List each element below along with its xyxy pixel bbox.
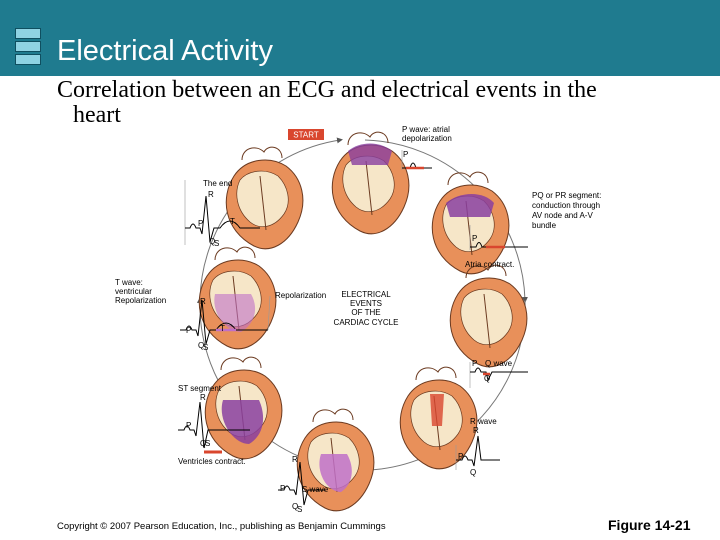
ecg-letter-q-t: Q bbox=[198, 341, 205, 350]
label-repolarization: Repolarization bbox=[275, 291, 327, 300]
figure-number: Figure 14-21 bbox=[608, 517, 691, 533]
ecg-letter-t-end: T bbox=[230, 217, 235, 226]
ecg-letter-r-st: R bbox=[200, 393, 206, 402]
ecg-letter-r-r: R bbox=[473, 426, 479, 435]
ecg-letter-p-t: P bbox=[186, 326, 192, 335]
label-pq-2: conduction through bbox=[532, 201, 601, 210]
label-t-wave-2: ventricular bbox=[115, 287, 152, 296]
label-s-wave: S wave bbox=[302, 485, 329, 494]
heart-p-wave bbox=[332, 132, 409, 234]
label-t-wave-1: T wave: bbox=[115, 278, 143, 287]
ecg-letter-r-s: R bbox=[292, 455, 298, 464]
label-p-wave-1: P wave: atrial bbox=[402, 125, 450, 134]
ecg-letter-s-t: S bbox=[203, 343, 209, 352]
start-badge-label: START bbox=[293, 130, 319, 140]
ecg-letter-p-st: P bbox=[186, 421, 192, 430]
heart-ventricles-contract bbox=[205, 357, 282, 459]
heart-the-end bbox=[226, 147, 303, 249]
heart-atria-contract bbox=[432, 172, 509, 274]
ecg-letter-s-s: S bbox=[297, 505, 303, 514]
ecg-letter-p-end: P bbox=[198, 219, 204, 228]
ecg-letter-p-r: P bbox=[458, 452, 464, 461]
ecg-letter-q-s: Q bbox=[292, 502, 299, 511]
ecg-letter-q-st: Q bbox=[200, 439, 207, 448]
ecg-letter-q-q: Q bbox=[484, 374, 491, 383]
label-st-segment: ST segment bbox=[178, 384, 221, 393]
ecg-letter-p-pq: P bbox=[472, 234, 478, 243]
slide-title: Electrical Activity bbox=[57, 35, 273, 67]
label-q-wave: Q wave bbox=[485, 359, 513, 368]
ecg-letter-q-r: Q bbox=[470, 468, 477, 477]
label-atria-contract: Atria contract. bbox=[465, 260, 515, 269]
center-line-1: ELECTRICAL bbox=[341, 290, 391, 299]
heart-r-wave bbox=[400, 367, 477, 469]
heart-repolarization bbox=[199, 247, 276, 349]
label-r-wave: R wave bbox=[470, 417, 497, 426]
ecg-letter-r-end: R bbox=[208, 190, 214, 199]
center-line-3: OF THE bbox=[351, 308, 381, 317]
ecg-letter-p-s: P bbox=[280, 484, 286, 493]
heart-s-wave bbox=[297, 409, 374, 511]
label-p-wave-2: depolarization bbox=[402, 134, 452, 143]
ecg-letter-t-t: T bbox=[220, 324, 225, 333]
ecg-letter-r-t: R bbox=[200, 297, 206, 306]
ecg-letter-p-top: P bbox=[403, 150, 409, 159]
center-line-4: CARDIAC CYCLE bbox=[333, 318, 399, 327]
label-pq-3: AV node and A-V bbox=[532, 211, 593, 220]
copyright-text: Copyright © 2007 Pearson Education, Inc., publishing as Benjamin Cummings bbox=[57, 521, 386, 532]
label-ventricles-contract: Ventricles contract. bbox=[178, 457, 246, 466]
ecg-letter-s-st: S bbox=[205, 439, 211, 448]
ecg-letter-s-end: S bbox=[214, 239, 220, 248]
heart-q-wave bbox=[450, 265, 527, 367]
label-pq-1: PQ or PR segment: bbox=[532, 191, 602, 200]
label-t-wave-3: Repolarization bbox=[115, 296, 167, 305]
ecg-letter-q-end: Q bbox=[209, 237, 216, 246]
ecg-letter-p-q: P bbox=[472, 359, 478, 368]
subtitle-line-2: heart bbox=[73, 102, 121, 128]
subtitle-line-1: Correlation between an ECG and electrical events in the bbox=[57, 77, 597, 103]
label-pq-4: bundle bbox=[532, 221, 557, 230]
center-line-2: EVENTS bbox=[349, 299, 383, 308]
label-the-end: The end bbox=[203, 179, 233, 188]
